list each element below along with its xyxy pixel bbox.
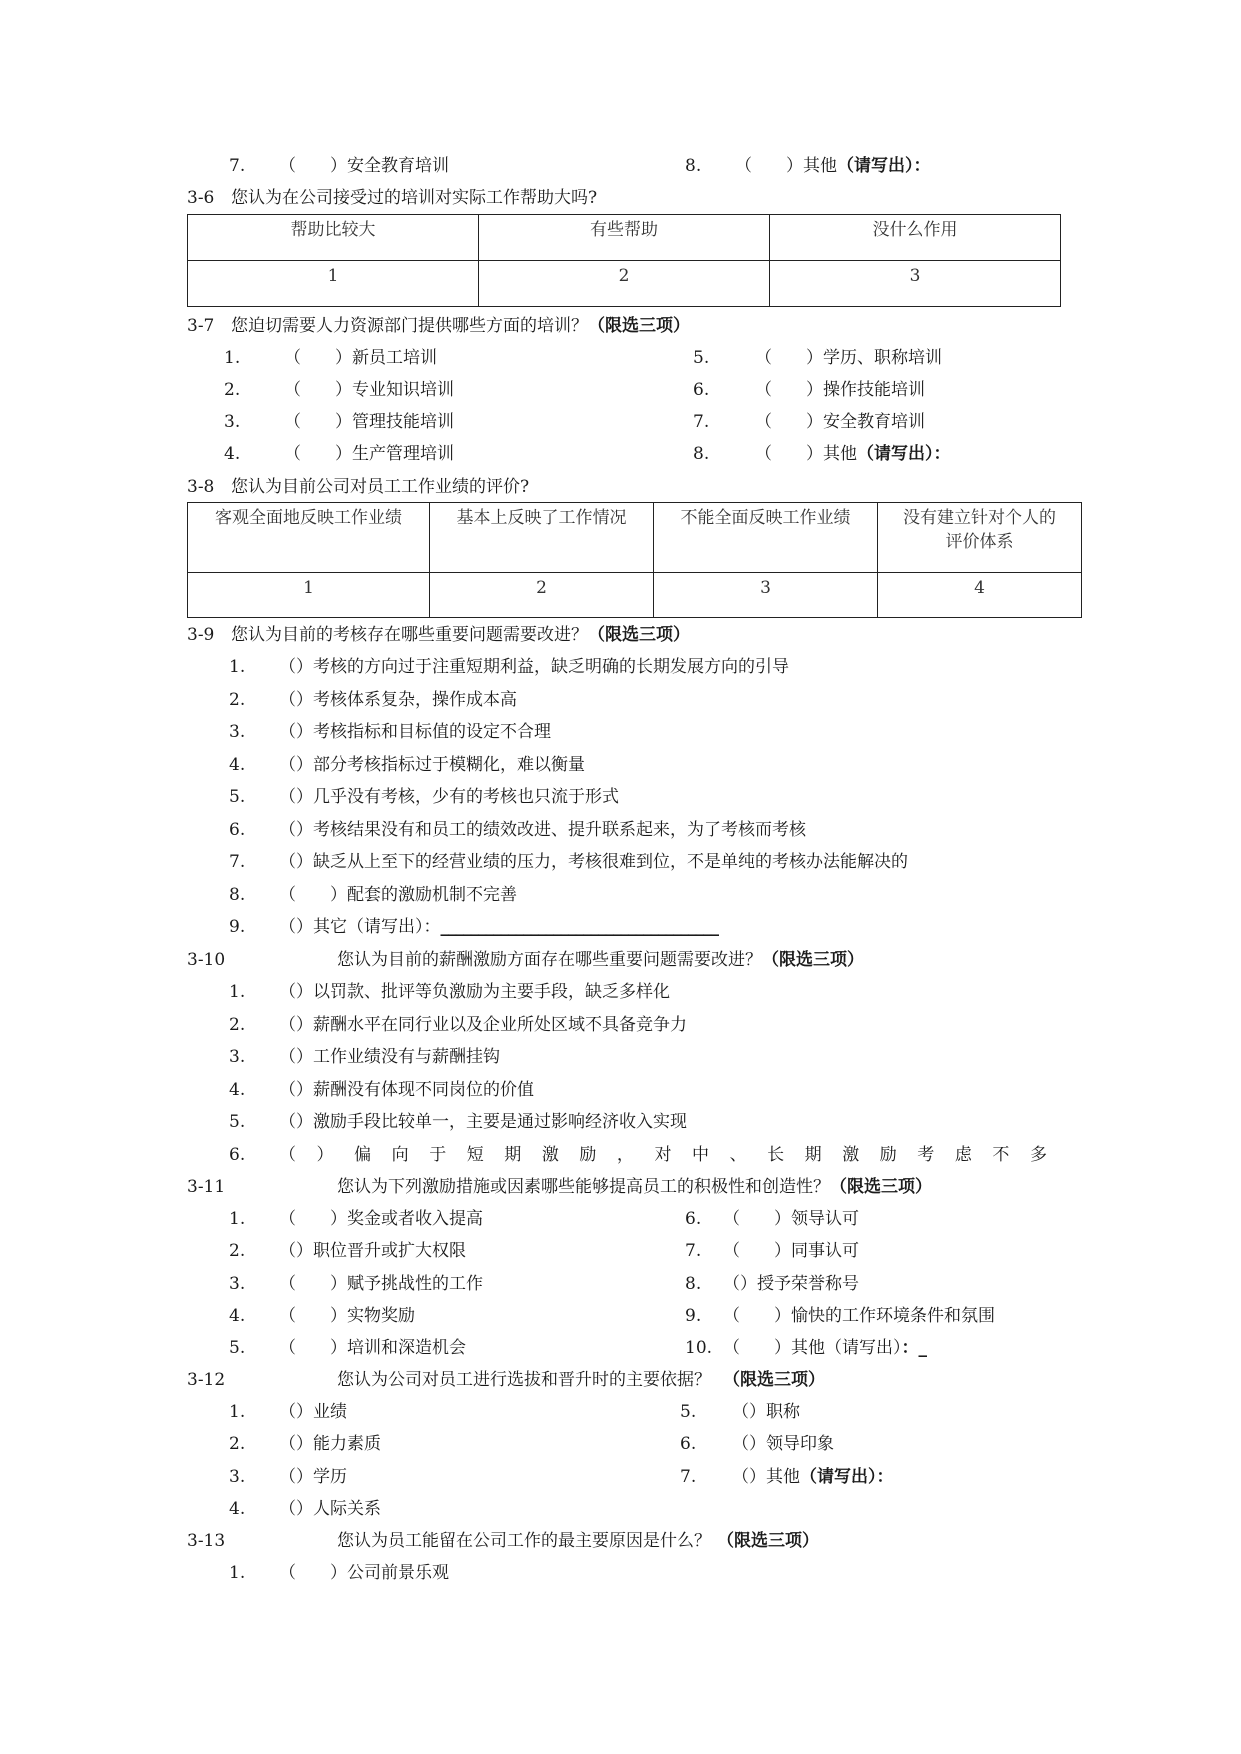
- option-number: 6.: [685, 1209, 702, 1229]
- option-checkbox[interactable]: （ ）: [279, 1338, 347, 1359]
- option-number: 7.: [229, 156, 246, 176]
- option-number: 1.: [229, 982, 246, 1002]
- option-row: [229, 655, 908, 688]
- option-row: [680, 1432, 894, 1464]
- option-number: 3.: [229, 1047, 246, 1067]
- question-text: 您认为员工能留在公司工作的最主要原因是什么？: [337, 1531, 711, 1551]
- selection-limit-note: （限选三项）: [588, 625, 690, 645]
- question-number: 3-13: [187, 1531, 226, 1551]
- option-checkbox[interactable]: （）: [279, 722, 313, 742]
- selection-limit-note: （限选三项）: [588, 316, 690, 336]
- option-label: 考核的方向过于注重短期利益，缺乏明确的长期发展方向的引导: [313, 657, 789, 677]
- option-number: 9.: [685, 1305, 702, 1326]
- option-checkbox[interactable]: （ ）: [755, 380, 823, 400]
- label-char: 期: [804, 1145, 822, 1165]
- label-char: 对: [654, 1145, 672, 1165]
- option-number: 5.: [229, 1338, 246, 1359]
- option-row: [229, 1045, 687, 1078]
- selection-limit-note: （限选三项）: [762, 950, 864, 970]
- option-row: [229, 785, 908, 818]
- option-number: 4.: [229, 1498, 246, 1519]
- option-row: [229, 1013, 687, 1046]
- table-header-cell: 没什么作用: [770, 215, 1061, 261]
- option-row: [229, 1272, 483, 1304]
- label-char: ，: [616, 1145, 634, 1165]
- option-number: 6.: [680, 1434, 697, 1455]
- option-row: [229, 1497, 381, 1529]
- option-number: 2.: [229, 1434, 246, 1455]
- question-3-6: [187, 186, 597, 210]
- question-text: 您迫切需要人力资源部门提供哪些方面的培训？: [231, 316, 588, 336]
- options-column-right: [693, 346, 951, 474]
- option-checkbox[interactable]: （ ）: [279, 1209, 347, 1229]
- option-row: [229, 1465, 381, 1497]
- selection-limit-note: （限选三项）: [717, 1531, 819, 1551]
- option-number: 10.: [685, 1338, 713, 1359]
- option-row: [229, 1078, 687, 1111]
- option-checkbox[interactable]: （）: [279, 657, 313, 677]
- option-number: 2.: [224, 380, 241, 400]
- options-column-right: [685, 1207, 995, 1368]
- rating-table-3-8: [187, 502, 1082, 618]
- label-char: 虑: [954, 1145, 972, 1165]
- option-checkbox[interactable]: （）: [279, 689, 313, 710]
- question-text: 您认为目前公司对员工工作业绩的评价?: [231, 477, 530, 497]
- option-label: 领导认可: [791, 1209, 859, 1229]
- option-row: [680, 1400, 894, 1432]
- option-label: 管理技能培训: [352, 412, 454, 432]
- label-char[interactable]: （: [279, 1145, 296, 1165]
- option-checkbox[interactable]: （）: [279, 1241, 313, 1262]
- option-label: 安全教育培训: [823, 412, 925, 432]
- option-number: 5.: [229, 1112, 246, 1132]
- table-header-cell: 有些帮助: [479, 215, 770, 261]
- option-label: 人际关系: [313, 1498, 381, 1519]
- option-checkbox[interactable]: （）: [279, 1047, 313, 1067]
- rating-value-cell[interactable]: 3: [770, 261, 1061, 307]
- option-row: [685, 154, 931, 178]
- option-label: 新员工培训: [352, 348, 437, 368]
- options-list: [229, 1561, 449, 1593]
- option-row: [229, 1561, 449, 1593]
- option-number: 2.: [229, 689, 246, 710]
- option-row: [685, 1272, 995, 1304]
- label-char: 考: [917, 1145, 935, 1165]
- option-row: [229, 915, 908, 948]
- option-checkbox[interactable]: （ ）: [284, 348, 352, 368]
- option-row: [229, 1207, 483, 1239]
- options-column-right: [680, 1400, 894, 1497]
- rating-value-cell[interactable]: 1: [188, 573, 430, 618]
- option-label: 其它（请写出）：: [313, 917, 441, 937]
- table-header-cell: 基本上反映了工作情况: [430, 503, 654, 573]
- option-row: [229, 1239, 483, 1271]
- option-number: 2.: [229, 1014, 246, 1035]
- question-3-8: [187, 475, 529, 499]
- option-label: 专业知识培训: [352, 380, 454, 400]
- option-number: 9.: [229, 917, 246, 937]
- option-number: 3.: [229, 1273, 246, 1294]
- label-char: 激: [842, 1145, 860, 1165]
- option-row: [229, 753, 908, 786]
- option-checkbox[interactable]: （ ）: [735, 156, 803, 176]
- option-label: 工作业绩没有与薪酬挂钩: [313, 1047, 500, 1067]
- option-row: [693, 346, 951, 378]
- selection-limit-note: （限选三项）: [830, 1177, 932, 1197]
- question-3-12: [187, 1368, 825, 1392]
- option-checkbox[interactable]: （ ）: [279, 1305, 347, 1326]
- option-checkbox[interactable]: （）: [732, 1466, 766, 1487]
- fill-in-blank[interactable]: _____________________________________: [440, 917, 718, 937]
- option-row: [224, 442, 454, 474]
- option-row: [229, 1400, 381, 1432]
- option-label: 配套的激励机制不完善: [347, 884, 517, 905]
- option-checkbox[interactable]: （）: [732, 1402, 766, 1422]
- option-row: [224, 410, 454, 442]
- option-number: 7.: [680, 1466, 697, 1487]
- option-row: [224, 378, 454, 410]
- fill-in-note: （请写出）：: [837, 156, 931, 176]
- option-number: 7.: [693, 412, 710, 432]
- option-checkbox[interactable]: （）: [279, 787, 313, 807]
- question-number: 3-12: [187, 1370, 226, 1390]
- option-checkbox[interactable]: （）: [279, 819, 313, 840]
- option-checkbox[interactable]: （ ）: [723, 1338, 791, 1359]
- table-header-cell: 帮助比较大: [188, 215, 479, 261]
- option-checkbox[interactable]: （ ）: [755, 348, 823, 368]
- option-row: [229, 1110, 687, 1143]
- question-text: 您认为目前的薪酬激励方面存在哪些重要问题需要改进？: [337, 950, 762, 970]
- question-number: 3-8: [187, 477, 215, 497]
- fill-in-note: （请写出）：: [800, 1466, 894, 1487]
- option-number: 1.: [229, 1209, 246, 1229]
- option-label: 学历、职称培训: [823, 348, 942, 368]
- option-label: [279, 1143, 1047, 1167]
- options-column-left: [229, 1400, 381, 1529]
- option-checkbox[interactable]: （）: [279, 1498, 313, 1519]
- option-checkbox[interactable]: （）: [279, 754, 313, 775]
- label-char: 于: [429, 1145, 447, 1165]
- option-checkbox[interactable]: （ ）: [755, 412, 823, 432]
- label-char[interactable]: ）: [316, 1145, 334, 1165]
- option-row: [229, 850, 908, 883]
- option-checkbox[interactable]: （）: [279, 917, 313, 937]
- option-label: 考核指标和目标值的设定不合理: [313, 722, 551, 742]
- option-label: 其他: [803, 156, 837, 176]
- option-label: 激励手段比较单一，主要是通过影响经济收入实现: [313, 1112, 687, 1132]
- option-number: 1.: [229, 657, 246, 677]
- option-number: 6.: [693, 380, 710, 400]
- option-label: 几乎没有考核，少有的考核也只流于形式: [313, 787, 619, 807]
- question-3-7: [187, 314, 690, 338]
- question-number: 3-11: [187, 1177, 226, 1197]
- option-label: 实物奖励: [347, 1305, 415, 1326]
- option-number: 8.: [685, 156, 702, 176]
- option-number: 1.: [229, 1402, 246, 1422]
- option-label: 奖金或者收入提高: [347, 1209, 483, 1229]
- table-header-cell: 客观全面地反映工作业绩: [188, 503, 430, 573]
- option-number: 8.: [685, 1273, 702, 1294]
- option-row: [693, 378, 951, 410]
- option-label: 职称: [766, 1402, 800, 1422]
- option-label: 培训和深造机会: [347, 1338, 466, 1359]
- option-label: 薪酬水平在同行业以及企业所处区域不具备竞争力: [313, 1014, 687, 1035]
- selection-limit-note: （限选三项）: [723, 1370, 825, 1390]
- option-label: 其他: [823, 444, 857, 464]
- option-label: 能力素质: [313, 1434, 381, 1455]
- option-row: [685, 1336, 995, 1368]
- option-label: 部分考核指标过于模糊化，难以衡量: [313, 754, 585, 775]
- option-checkbox[interactable]: （ ）: [284, 444, 352, 464]
- question-text: 您认为下列激励措施或因素哪些能够提高员工的积极性和创造性？: [337, 1177, 830, 1197]
- option-number: 7.: [685, 1241, 702, 1262]
- label-char: 、: [729, 1145, 747, 1165]
- option-row: [229, 720, 908, 753]
- option-number: 5.: [229, 787, 246, 807]
- option-number: 4.: [229, 1079, 246, 1100]
- option-checkbox[interactable]: （）: [279, 1014, 313, 1035]
- option-label: 业绩: [313, 1402, 347, 1422]
- option-checkbox[interactable]: （）: [279, 1402, 313, 1422]
- option-row: [229, 1432, 381, 1464]
- option-label: 公司前景乐观: [347, 1563, 449, 1583]
- option-label: 以罚款、批评等负激励为主要手段，缺乏多样化: [313, 982, 670, 1002]
- option-checkbox[interactable]: （）: [279, 982, 313, 1002]
- option-checkbox[interactable]: （）: [279, 852, 313, 872]
- option-label: 授予荣誉称号: [757, 1273, 859, 1294]
- option-row: [680, 1465, 894, 1497]
- option-row: [693, 442, 951, 474]
- option-checkbox[interactable]: （）: [279, 1079, 313, 1100]
- question-3-11: [187, 1175, 932, 1199]
- options-list: [229, 655, 908, 948]
- option-checkbox[interactable]: （ ）: [723, 1209, 791, 1229]
- option-row: [229, 154, 449, 178]
- fill-in-blank[interactable]: ：_: [901, 1338, 927, 1359]
- question-text: 您认为在公司接受过的培训对实际工作帮助大吗?: [231, 188, 598, 208]
- option-row: [229, 980, 687, 1013]
- option-checkbox[interactable]: （ ）: [284, 380, 352, 400]
- option-checkbox[interactable]: （ ）: [279, 156, 347, 176]
- question-3-10: [187, 948, 864, 972]
- label-char: 励: [579, 1145, 597, 1165]
- table-header-cell: 没有建立针对个人的评价体系: [878, 503, 1082, 573]
- label-char: 短: [466, 1145, 484, 1165]
- question-number: 3-7: [187, 316, 215, 336]
- option-checkbox[interactable]: （）: [732, 1434, 766, 1455]
- option-number: 4.: [229, 1305, 246, 1326]
- option-row: [685, 1207, 995, 1239]
- option-number: 1.: [224, 348, 241, 368]
- option-number: 6.: [229, 1145, 246, 1165]
- label-char: 期: [504, 1145, 522, 1165]
- question-3-9: [187, 623, 690, 647]
- option-row-justified: [229, 1143, 1047, 1167]
- option-row: [693, 410, 951, 442]
- option-label: 其他（请写出）: [791, 1338, 902, 1359]
- option-number: 1.: [229, 1563, 246, 1583]
- option-row: [229, 1336, 483, 1368]
- rating-value-cell[interactable]: 4: [878, 573, 1082, 618]
- options-column-left: [224, 346, 454, 474]
- option-number: 4.: [224, 444, 241, 464]
- option-checkbox[interactable]: （ ）: [279, 1563, 347, 1583]
- question-3-13: [187, 1529, 819, 1553]
- option-checkbox[interactable]: （ ）: [723, 1241, 791, 1262]
- option-label: 同事认可: [791, 1241, 859, 1262]
- option-label: 操作技能培训: [823, 380, 925, 400]
- rating-value-cell[interactable]: 1: [188, 261, 479, 307]
- question-text: 您认为公司对员工进行选拔和晋升时的主要依据？: [337, 1370, 711, 1390]
- option-checkbox[interactable]: （ ）: [755, 444, 823, 464]
- rating-value-cell[interactable]: 3: [654, 573, 878, 618]
- label-char: 多: [1029, 1145, 1047, 1165]
- options-column-left: [229, 1207, 483, 1368]
- option-label: 考核体系复杂，操作成本高: [313, 689, 517, 710]
- label-char: 不: [992, 1145, 1010, 1165]
- label-char: 励: [879, 1145, 897, 1165]
- rating-value-cell[interactable]: 2: [430, 573, 654, 618]
- table-header-cell: 不能全面反映工作业绩: [654, 503, 878, 573]
- rating-value-cell[interactable]: 2: [479, 261, 770, 307]
- option-label: 学历: [313, 1466, 347, 1487]
- option-label: 薪酬没有体现不同岗位的价值: [313, 1079, 534, 1100]
- option-number: 8.: [229, 884, 246, 905]
- question-number: 3-9: [187, 625, 215, 645]
- option-checkbox[interactable]: （ ）: [723, 1305, 791, 1326]
- option-label: 生产管理培训: [352, 444, 454, 464]
- option-row: [229, 1304, 483, 1336]
- option-checkbox[interactable]: （）: [279, 1466, 313, 1487]
- option-label: 其他: [766, 1466, 800, 1487]
- option-row: [229, 818, 908, 851]
- option-label: 安全教育培训: [347, 156, 449, 176]
- option-number: 6.: [229, 819, 246, 840]
- option-checkbox[interactable]: （）: [723, 1273, 757, 1294]
- option-checkbox[interactable]: （ ）: [279, 884, 347, 905]
- question-number: 3-10: [187, 950, 226, 970]
- option-row: [224, 346, 454, 378]
- option-label: 考核结果没有和员工的绩效改进、提升联系起来，为了考核而考核: [313, 819, 806, 840]
- option-row: [229, 883, 908, 916]
- option-number: 5.: [680, 1402, 697, 1422]
- option-number: 3.: [224, 412, 241, 432]
- option-label: 缺乏从上至下的经营业绩的压力，考核很难到位，不是单纯的考核办法能解决的: [313, 852, 908, 872]
- option-label: 领导印象: [766, 1434, 834, 1455]
- option-number: 3.: [229, 722, 246, 742]
- option-checkbox[interactable]: （ ）: [279, 1273, 347, 1294]
- option-number: 3.: [229, 1466, 246, 1487]
- option-row: [685, 1304, 995, 1336]
- label-char: 偏: [354, 1145, 372, 1165]
- options-list: [229, 980, 687, 1143]
- option-row: [685, 1239, 995, 1271]
- label-char: 长: [767, 1145, 785, 1165]
- option-number: 7.: [229, 852, 246, 872]
- option-number: 4.: [229, 754, 246, 775]
- option-checkbox[interactable]: （）: [279, 1112, 313, 1132]
- option-number: 2.: [229, 1241, 246, 1262]
- rating-table-3-6: [187, 214, 1061, 307]
- option-label: 愉快的工作环境条件和氛围: [791, 1305, 995, 1326]
- option-number: 5.: [693, 348, 710, 368]
- question-text: 您认为目前的考核存在哪些重要问题需要改进？: [231, 625, 588, 645]
- option-row: [229, 688, 908, 721]
- label-char: 激: [541, 1145, 559, 1165]
- label-char: 中: [692, 1145, 710, 1165]
- option-label: 赋予挑战性的工作: [347, 1273, 483, 1294]
- option-checkbox[interactable]: （）: [279, 1434, 313, 1455]
- option-checkbox[interactable]: （ ）: [284, 412, 352, 432]
- label-char: 向: [391, 1145, 409, 1165]
- option-label: 职位晋升或扩大权限: [313, 1241, 466, 1262]
- question-number: 3-6: [187, 188, 215, 208]
- option-number: 8.: [693, 444, 710, 464]
- fill-in-note: （请写出）：: [857, 444, 951, 464]
